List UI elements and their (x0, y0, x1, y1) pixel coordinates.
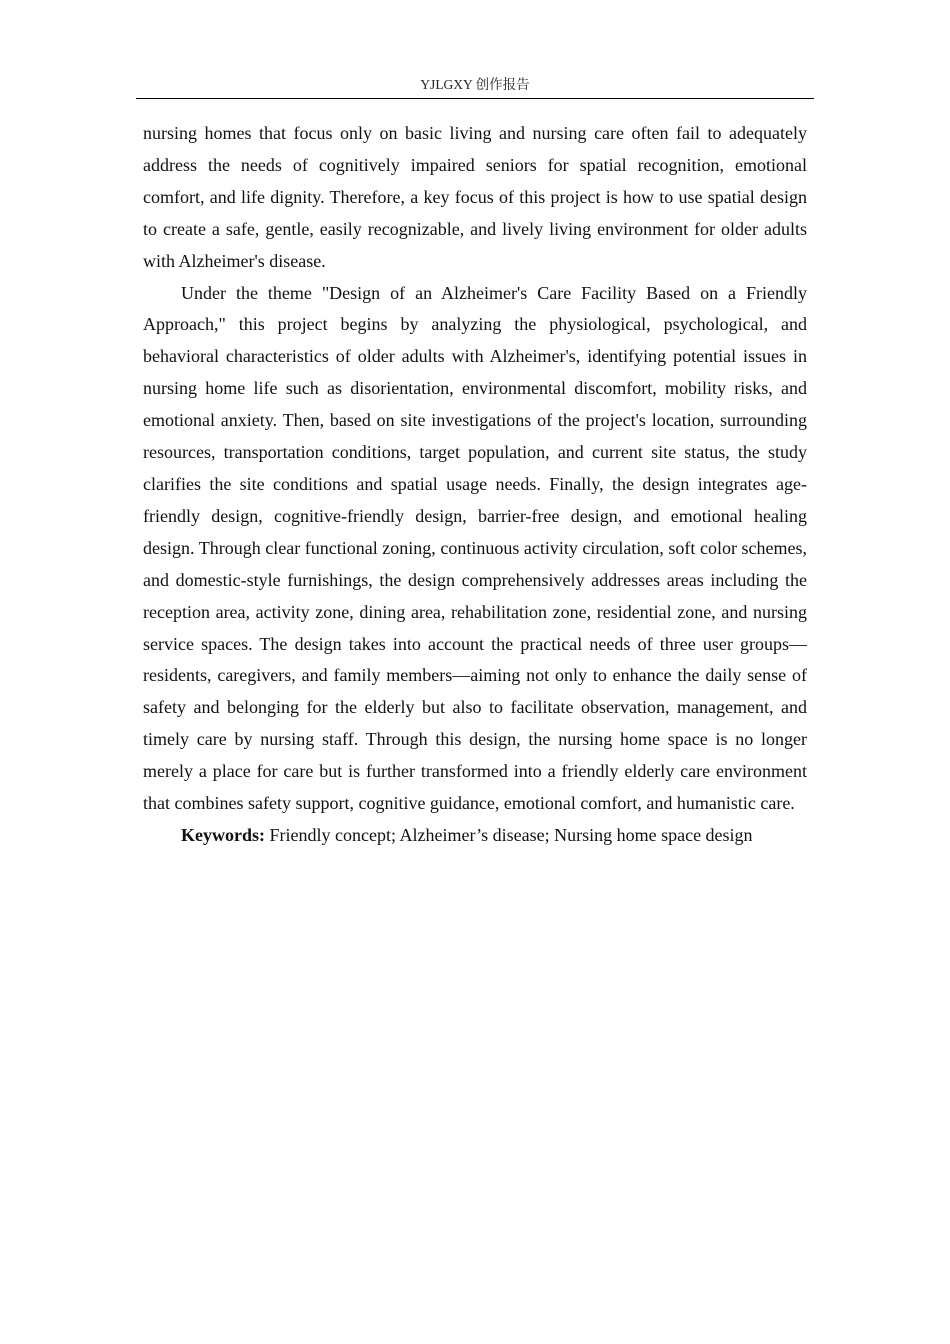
header-divider (136, 98, 814, 99)
page-header: YJLGXY 创作报告 (420, 77, 530, 92)
paragraph-continuation: nursing homes that focus only on basic living and nursing care often fail to adequately address the needs of cognitively impaired seniors for spatial recognition, emotional comfort, and life dignity. Therefore, a key focus of this project is how to use spatial design to create a safe, gentle, easily recognizable, and lively living environment for older adults with Alzheimer's disease. (143, 123, 807, 271)
paragraph-theme-description: Under the theme "Design of an Alzheimer's Care Facility Based on a Friendly Approach," this project begins by analyzing the physiological, psychological, and behavioral characteristics of older adults with Alzheimer's, identifying potential issues in nursing home life such as disorientation, environmental discomfort, mobility risks, and emotional anxiety. Then, based on site investigations of the project's location, surrounding resources, transportation conditions, target population, and current site status, the study clarifies the site conditions and spatial usage needs. Finally, the design integrates age-friendly design, cognitive-friendly design, barrier-free design, and emotional healing design. Through clear functional zoning, continuous activity circulation, soft color schemes, and domestic-style furnishings, the design comprehensively addresses areas including the reception area, activity zone, dining area, rehabilitation zone, residential zone, and nursing service spaces. The design takes into account the practical needs of three user groups— residents, caregivers, and family members—aiming not only to enhance the daily sense of safety and belonging for the elderly but also to facilitate observation, management, and timely care by nursing staff. Through this design, the nursing home space is no longer merely a place for care but is further transformed into a friendly elderly care environment that combines safety support, cognitive guidance, emotional comfort, and humanistic care. (143, 282, 807, 814)
keywords-text: Friendly concept; Alzheimer’s disease; Nursing home space design (265, 824, 753, 845)
keywords-line (143, 820, 807, 852)
keywords-label: Keywords: (181, 824, 265, 845)
abstract-body (143, 118, 807, 852)
